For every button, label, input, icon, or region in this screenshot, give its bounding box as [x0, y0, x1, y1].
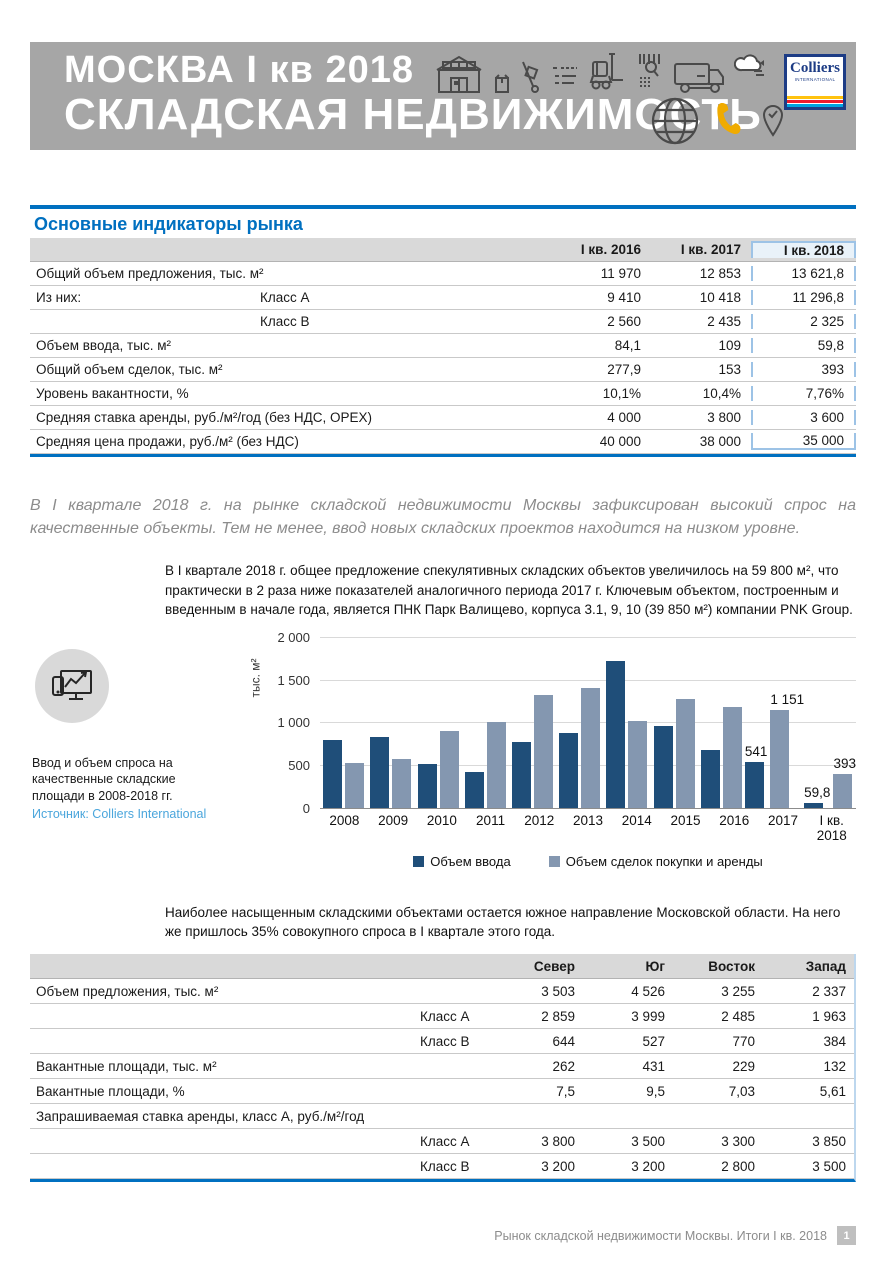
bar-group-2016 [698, 637, 745, 808]
bar [345, 763, 364, 808]
table-row [30, 262, 856, 286]
bar [701, 750, 720, 808]
cell-value: 3 200 [541, 1158, 575, 1174]
cell-value: 10,4% [702, 386, 741, 401]
bar-column [606, 637, 625, 808]
table-row [30, 1129, 854, 1154]
cell-value: 3 800 [541, 1133, 575, 1149]
cell-value: 7,5 [556, 1083, 575, 1099]
cell-value: 4 526 [631, 983, 665, 999]
cell-value: 3 600 [751, 410, 856, 425]
bar-data-label: 59,8 [804, 784, 831, 800]
bar [534, 695, 553, 808]
bar-column [465, 637, 484, 808]
table-row [30, 382, 856, 406]
cell-value: 527 [642, 1033, 665, 1049]
cell-value: 2 485 [721, 1008, 755, 1024]
regions-table [30, 954, 856, 1182]
bar-column [418, 637, 437, 808]
bar-column [745, 637, 768, 808]
bar [833, 774, 852, 808]
bar [559, 733, 578, 808]
cell-value: 2 800 [721, 1158, 755, 1174]
figure-caption [32, 755, 212, 823]
cell-value: 4 000 [607, 410, 641, 425]
cell-value: 2 560 [607, 314, 641, 329]
checklist-icon [552, 64, 578, 90]
bar-group-2012 [509, 637, 556, 808]
cloud-icon [734, 52, 768, 76]
x-tick-label: 2017 [767, 812, 798, 828]
cell-value: 40 000 [599, 434, 641, 449]
x-tick-label: 2009 [378, 812, 409, 828]
cell-value: 84,1 [614, 338, 641, 353]
title-segment: СКЛАДСКАЯ НЕДВИЖИМОСТЬ [64, 90, 762, 140]
chart-x-axis [320, 813, 856, 844]
chart-y-axis [248, 629, 320, 816]
banner-icon-strip [433, 52, 768, 98]
cell-value: 10,1% [602, 386, 641, 401]
y-tick-label: 1 500 [277, 672, 310, 688]
cell-value: 3 500 [631, 1133, 665, 1149]
figure-caption-text: Ввод и объем спроса на качественные складские площади в 2008-2018 гг. [32, 755, 176, 803]
column-header: I кв. 2017 [680, 242, 741, 257]
cell-value: 2 337 [812, 983, 846, 999]
table-header-row [30, 954, 854, 979]
row-label: Из них: [36, 290, 82, 305]
legend-swatch [413, 856, 424, 867]
chart-section [30, 629, 856, 885]
phone-icon [714, 103, 748, 139]
bar-data-label: 393 [833, 756, 856, 772]
y-tick-label: 0 [302, 800, 310, 816]
cell-value: 132 [823, 1058, 846, 1074]
row-sublabel: Класс B [260, 314, 310, 329]
table-row [30, 1104, 854, 1129]
cell-value: 10 418 [699, 290, 741, 305]
bar [804, 803, 823, 808]
row-label: Уровень вакантности, % [36, 386, 189, 401]
bar [418, 764, 437, 808]
table-row [30, 1004, 854, 1029]
bar [745, 762, 764, 808]
bar [323, 740, 342, 808]
row-sublabel: Класс A [420, 1008, 470, 1024]
bar-chart [248, 629, 856, 869]
lead-paragraph: В I квартале 2018 г. на рынке складской недвижимости Москвы зафиксирован высокий спрос на качественные объекты. Тем не менее, ввод новых складских проектов находится на низком уровне. [30, 497, 856, 537]
row-label: Объем предложения, тыс. м² [36, 983, 219, 999]
cell-value: 384 [823, 1033, 846, 1049]
bar [770, 710, 789, 808]
legend-item [549, 854, 763, 869]
column-header: I кв. 2016 [580, 242, 641, 257]
cell-value: 277,9 [607, 362, 641, 377]
bar-column [804, 637, 830, 808]
table-row [30, 1079, 854, 1104]
bar-column [323, 637, 342, 808]
bar-column [723, 637, 742, 808]
legend-item [413, 854, 510, 869]
row-sublabel: Класс B [420, 1158, 470, 1174]
globe-icon [648, 94, 702, 148]
row-sublabel: Класс A [260, 290, 310, 305]
legend-label: Объем ввода [430, 853, 511, 869]
x-tick-label: 2015 [670, 812, 701, 828]
bar-group-2017 [745, 637, 804, 808]
cell-value: 9,5 [646, 1083, 665, 1099]
bar-column [440, 637, 459, 808]
cell-value: 3 800 [707, 410, 741, 425]
row-label: Вакантные площади, % [36, 1083, 185, 1099]
x-tick-label: 2014 [621, 812, 652, 828]
footer-text: Рынок складской недвижимости Москвы. Итоги I кв. 2018 [494, 1228, 827, 1243]
logo-stripes [787, 95, 843, 107]
table-row [30, 979, 854, 1004]
cell-value: 12 853 [699, 266, 741, 281]
cell-value: 153 [718, 362, 741, 377]
table-row [30, 1154, 854, 1179]
cell-value: 38 000 [699, 434, 741, 449]
forklift-icon [587, 52, 627, 94]
bar [440, 731, 459, 808]
box-icon [494, 74, 510, 94]
logo-name: Colliers [790, 60, 840, 76]
cell-value: 11 296,8 [751, 290, 856, 305]
cell-value: 393 [751, 362, 856, 377]
bar [465, 772, 484, 808]
bar-column [770, 637, 804, 808]
body-paragraph-1: В I квартале 2018 г. общее предложение спекулятивных складских объектов увеличилось на 59 800 м², что практически в 2 раза ниже показателей аналогичного периода 2017 г. Ключевым объектом, построенным и введенным в начале года, является ПНК Парк Валищево, корпуса 3.1, 9, 10 (39 850 м²) компании PNK Group. [165, 563, 853, 617]
cell-value: 13 621,8 [751, 266, 856, 281]
x-tick-label: I кв. 2018 [816, 812, 847, 844]
x-tick-label: 2011 [476, 812, 506, 828]
row-sublabel: Класс A [420, 1133, 470, 1149]
column-header: Север [533, 958, 575, 974]
y-tick-label: 2 000 [277, 629, 310, 645]
bar-column [559, 637, 578, 808]
column-header: Запад [805, 958, 846, 974]
cell-value: 3 255 [721, 983, 755, 999]
x-tick-label: 2008 [329, 812, 360, 828]
chart-plot-area [320, 637, 856, 809]
table-row [30, 406, 856, 430]
bar [723, 707, 742, 808]
bar-groups [320, 637, 856, 808]
cell-value: 431 [642, 1058, 665, 1074]
cell-value: 229 [732, 1058, 755, 1074]
bar [392, 759, 411, 808]
bar [606, 661, 625, 808]
bar-data-label: 1 151 [770, 691, 805, 707]
y-tick-label: 1 000 [277, 715, 310, 731]
cell-value: 3 500 [812, 1158, 846, 1174]
x-tick-label: 2010 [426, 812, 457, 828]
cell-value: 11 970 [600, 266, 641, 281]
cell-value: 9 410 [607, 290, 641, 305]
cell-value: 3 503 [541, 983, 575, 999]
legend-label: Объем сделок покупки и аренды [565, 853, 763, 869]
cell-value: 770 [732, 1033, 755, 1049]
y-tick-label: 500 [288, 758, 310, 774]
bar [628, 721, 647, 808]
bar-column [676, 637, 695, 808]
cell-value: 35 000 [751, 433, 856, 450]
title-city-quarter: МОСКВА I кв 2018 [64, 49, 414, 91]
bar-column [628, 637, 647, 808]
bar-column [701, 637, 720, 808]
bar [370, 737, 389, 808]
table-row [30, 286, 856, 310]
bar [512, 742, 531, 808]
cell-value: 59,8 [751, 338, 856, 353]
table-row [30, 430, 856, 454]
bar [487, 722, 506, 808]
market-indicators-table [30, 238, 856, 457]
column-header: Восток [708, 958, 755, 974]
bar-group-2010 [414, 637, 461, 808]
table-row [30, 1029, 854, 1054]
truck-icon [673, 58, 725, 98]
cell-value: 262 [552, 1058, 575, 1074]
bar-column [654, 637, 673, 808]
bar-column [534, 637, 553, 808]
row-label: Общий объем предложения, тыс. м² [36, 266, 264, 281]
monitor-chart-icon [49, 665, 95, 707]
bar-group-2014 [603, 637, 650, 808]
bar-group-2015 [650, 637, 697, 808]
bar [654, 726, 673, 808]
table-row [30, 310, 856, 334]
row-label: Средняя цена продажи, руб./м² (без НДС) [36, 434, 299, 449]
x-tick-label: 2012 [524, 812, 555, 828]
colliers-logo [784, 54, 846, 110]
row-sublabel: Класс B [420, 1033, 470, 1049]
row-label: Вакантные площади, тыс. м² [36, 1058, 217, 1074]
x-tick-label: 2016 [719, 812, 750, 828]
bar-column [487, 637, 506, 808]
table-row [30, 1054, 854, 1079]
bar-group-I кв. 2018 [804, 637, 856, 808]
cell-value: 7,03 [728, 1083, 755, 1099]
figure-badge [35, 649, 109, 723]
warehouse-icon [433, 52, 485, 96]
row-label: Объем ввода, тыс. м² [36, 338, 171, 353]
handtruck-icon [519, 60, 543, 94]
bar-column [345, 637, 364, 808]
bar-column [581, 637, 600, 808]
table-row [30, 358, 856, 382]
page-number-badge: 1 [837, 1226, 856, 1245]
cell-value: 3 999 [631, 1008, 665, 1024]
x-axis-baseline [320, 808, 856, 809]
legend-swatch [549, 856, 560, 867]
cell-value: 2 435 [707, 314, 741, 329]
section-title: Основные индикаторы рынка [34, 214, 303, 234]
location-pin-icon [760, 104, 786, 138]
row-label: Запрашиваемая ставка аренды, класс А, руб./м²/год [36, 1108, 365, 1124]
column-header: Юг [645, 958, 665, 974]
bar-column [833, 637, 856, 808]
cell-value: 3 850 [812, 1133, 846, 1149]
row-label: Средняя ставка аренды, руб./м²/год (без НДС, OPEX) [36, 410, 373, 425]
banner-icon-strip-2 [648, 94, 786, 148]
bar [581, 688, 600, 808]
page-footer [494, 1226, 856, 1245]
bar-group-2013 [556, 637, 603, 808]
column-header: I кв. 2018 [751, 241, 856, 258]
cell-value: 3 300 [721, 1133, 755, 1149]
bar-column [370, 637, 389, 808]
body-paragraph-2: Наиболее насыщенным складскими объектами остается южное направление Московской области. На него же пришлось 35% совокупного спроса в I квартале этого года. [165, 904, 841, 940]
x-tick-label: 2013 [573, 812, 604, 828]
cell-value: 1 963 [812, 1008, 846, 1024]
bar-column [512, 637, 531, 808]
bar-group-2009 [367, 637, 414, 808]
cell-value: 7,76% [751, 386, 856, 401]
header-banner [30, 42, 856, 150]
cell-value: 3 200 [631, 1158, 665, 1174]
chart-legend [320, 854, 856, 869]
regions-table-wrap [30, 954, 856, 1182]
bar-group-2011 [462, 637, 509, 808]
table-row [30, 334, 856, 358]
cell-value: 2 859 [541, 1008, 575, 1024]
cell-value: 644 [552, 1033, 575, 1049]
bar-group-2008 [320, 637, 367, 808]
figure-source: Источник: Colliers International [32, 807, 207, 822]
bar-data-label: 541 [744, 743, 768, 759]
chart-y-axis-title: тыс. м² [248, 658, 263, 698]
cell-value: 5,61 [819, 1083, 846, 1099]
cell-value: 2 325 [751, 314, 856, 329]
logo-subtitle: INTERNATIONAL [794, 77, 836, 82]
row-label: Общий объем сделок, тыс. м² [36, 362, 223, 377]
cell-value: 109 [718, 338, 741, 353]
bar-column [392, 637, 411, 808]
barcode-search-icon [636, 52, 664, 92]
bar [676, 699, 695, 808]
table-header-row [30, 238, 856, 262]
